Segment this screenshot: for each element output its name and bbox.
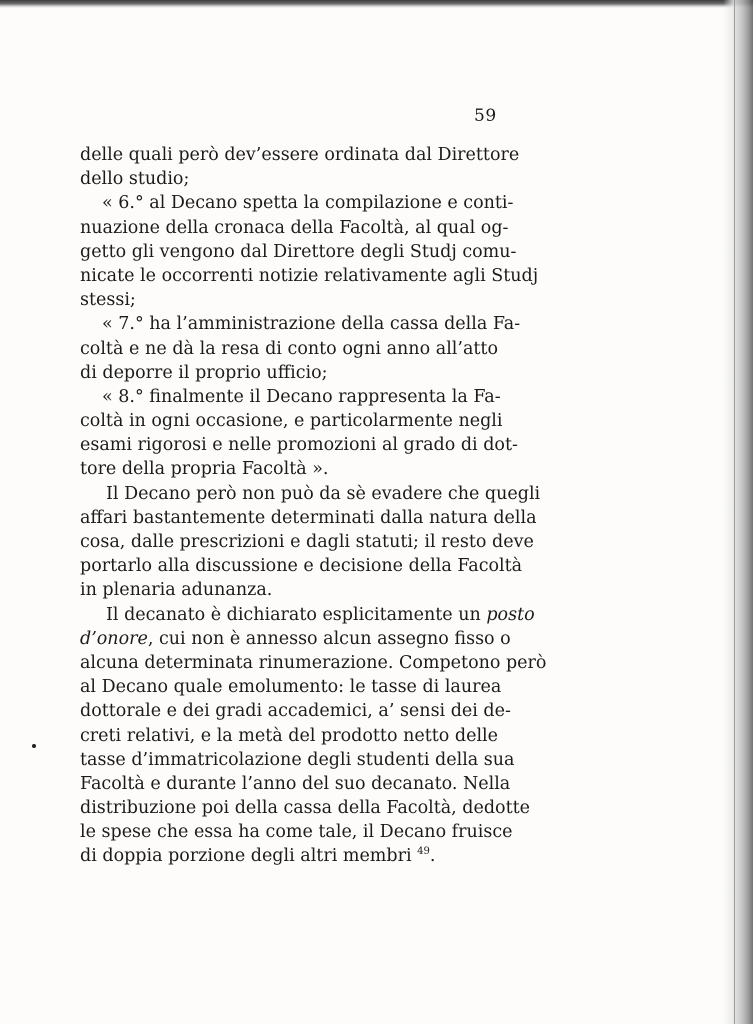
text-line: [80, 603, 535, 627]
body-text: [80, 143, 547, 869]
text-line: tore della propria Facoltà ».: [80, 459, 329, 480]
text-line: portarlo alla discussione e decisione della Facoltà: [80, 556, 523, 577]
text-line: cosa, dalle prescrizioni e dagli statuti; il resto deve: [80, 532, 534, 552]
text-line: affari bastantemente determinati dalla natura della: [80, 507, 537, 528]
italic-phrase: posto: [486, 604, 535, 625]
text-line: creti relativi, e la metà del prodotto netto delle: [80, 725, 498, 746]
text-line: distribuzione poi della cassa della Facoltà, dedotte: [80, 798, 531, 819]
text-line: « 7.° ha l’amministrazione della cassa della Fa-: [102, 314, 521, 335]
text-line: coltà in ogni occasione, e particolarmente negli: [80, 411, 503, 432]
line-text: , cui non è annesso alcun assegno fisso o: [147, 628, 511, 649]
text-line: dello studio;: [80, 169, 190, 190]
text-line: al Decano quale emolumento: le tasse di laurea: [80, 677, 502, 698]
text-line: di deporre il proprio ufficio;: [80, 362, 328, 383]
line-punctuation: .: [429, 846, 436, 867]
text-line: dottorale e dei gradi accademici, a’ sensi dei de-: [80, 701, 511, 722]
text-line: nicate le occorrenti notizie relativamente agli Studj: [80, 265, 539, 286]
text-line: tasse d’immatricolazione degli studenti della sua: [80, 749, 515, 770]
text-line: le spese che essa ha come tale, il Decano fruisce: [80, 822, 513, 843]
text-line: stessi;: [80, 290, 136, 311]
text-line: alcuna determinata rinumerazione. Competono però: [80, 652, 547, 673]
text-line: [80, 627, 511, 651]
margin-mark: [32, 744, 36, 748]
text-line: coltà e ne dà la resa di conto ogni anno all’atto: [80, 338, 498, 359]
text-line: in plenaria adunanza.: [80, 580, 273, 601]
page-top-edge-shadow: [0, 0, 753, 8]
page-number: 59: [474, 106, 497, 126]
text-line: getto gli vengono dal Direttore degli Studj comu-: [80, 241, 517, 262]
text-line: esami rigorosi e nelle promozioni al grado di dot-: [80, 435, 518, 456]
text-line: delle quali però dev’essere ordinata dal Direttore: [80, 145, 520, 165]
line-text: di doppia porzione degli altri membri: [80, 846, 412, 867]
line-text: Il decanato è dichiarato esplicitamente un: [106, 604, 481, 625]
text-line: [80, 844, 498, 868]
page-binding-line: [734, 0, 735, 1024]
text-line: nuazione della cronaca della Facoltà, al qual og-: [80, 217, 509, 238]
text-line: « 8.° finalmente il Decano rappresenta la Fa-: [102, 386, 501, 407]
footnote-reference: 49: [417, 846, 430, 858]
text-line: « 6.° al Decano spetta la compilazione e conti-: [102, 193, 514, 214]
page-right-edge-shadow: [723, 0, 753, 1024]
text-line: Il Decano però non può da sè evadere che quegli: [106, 483, 541, 504]
text-line: Facoltà e durante l’anno del suo decanato. Nella: [80, 773, 511, 794]
italic-phrase: d’onore: [80, 628, 148, 649]
